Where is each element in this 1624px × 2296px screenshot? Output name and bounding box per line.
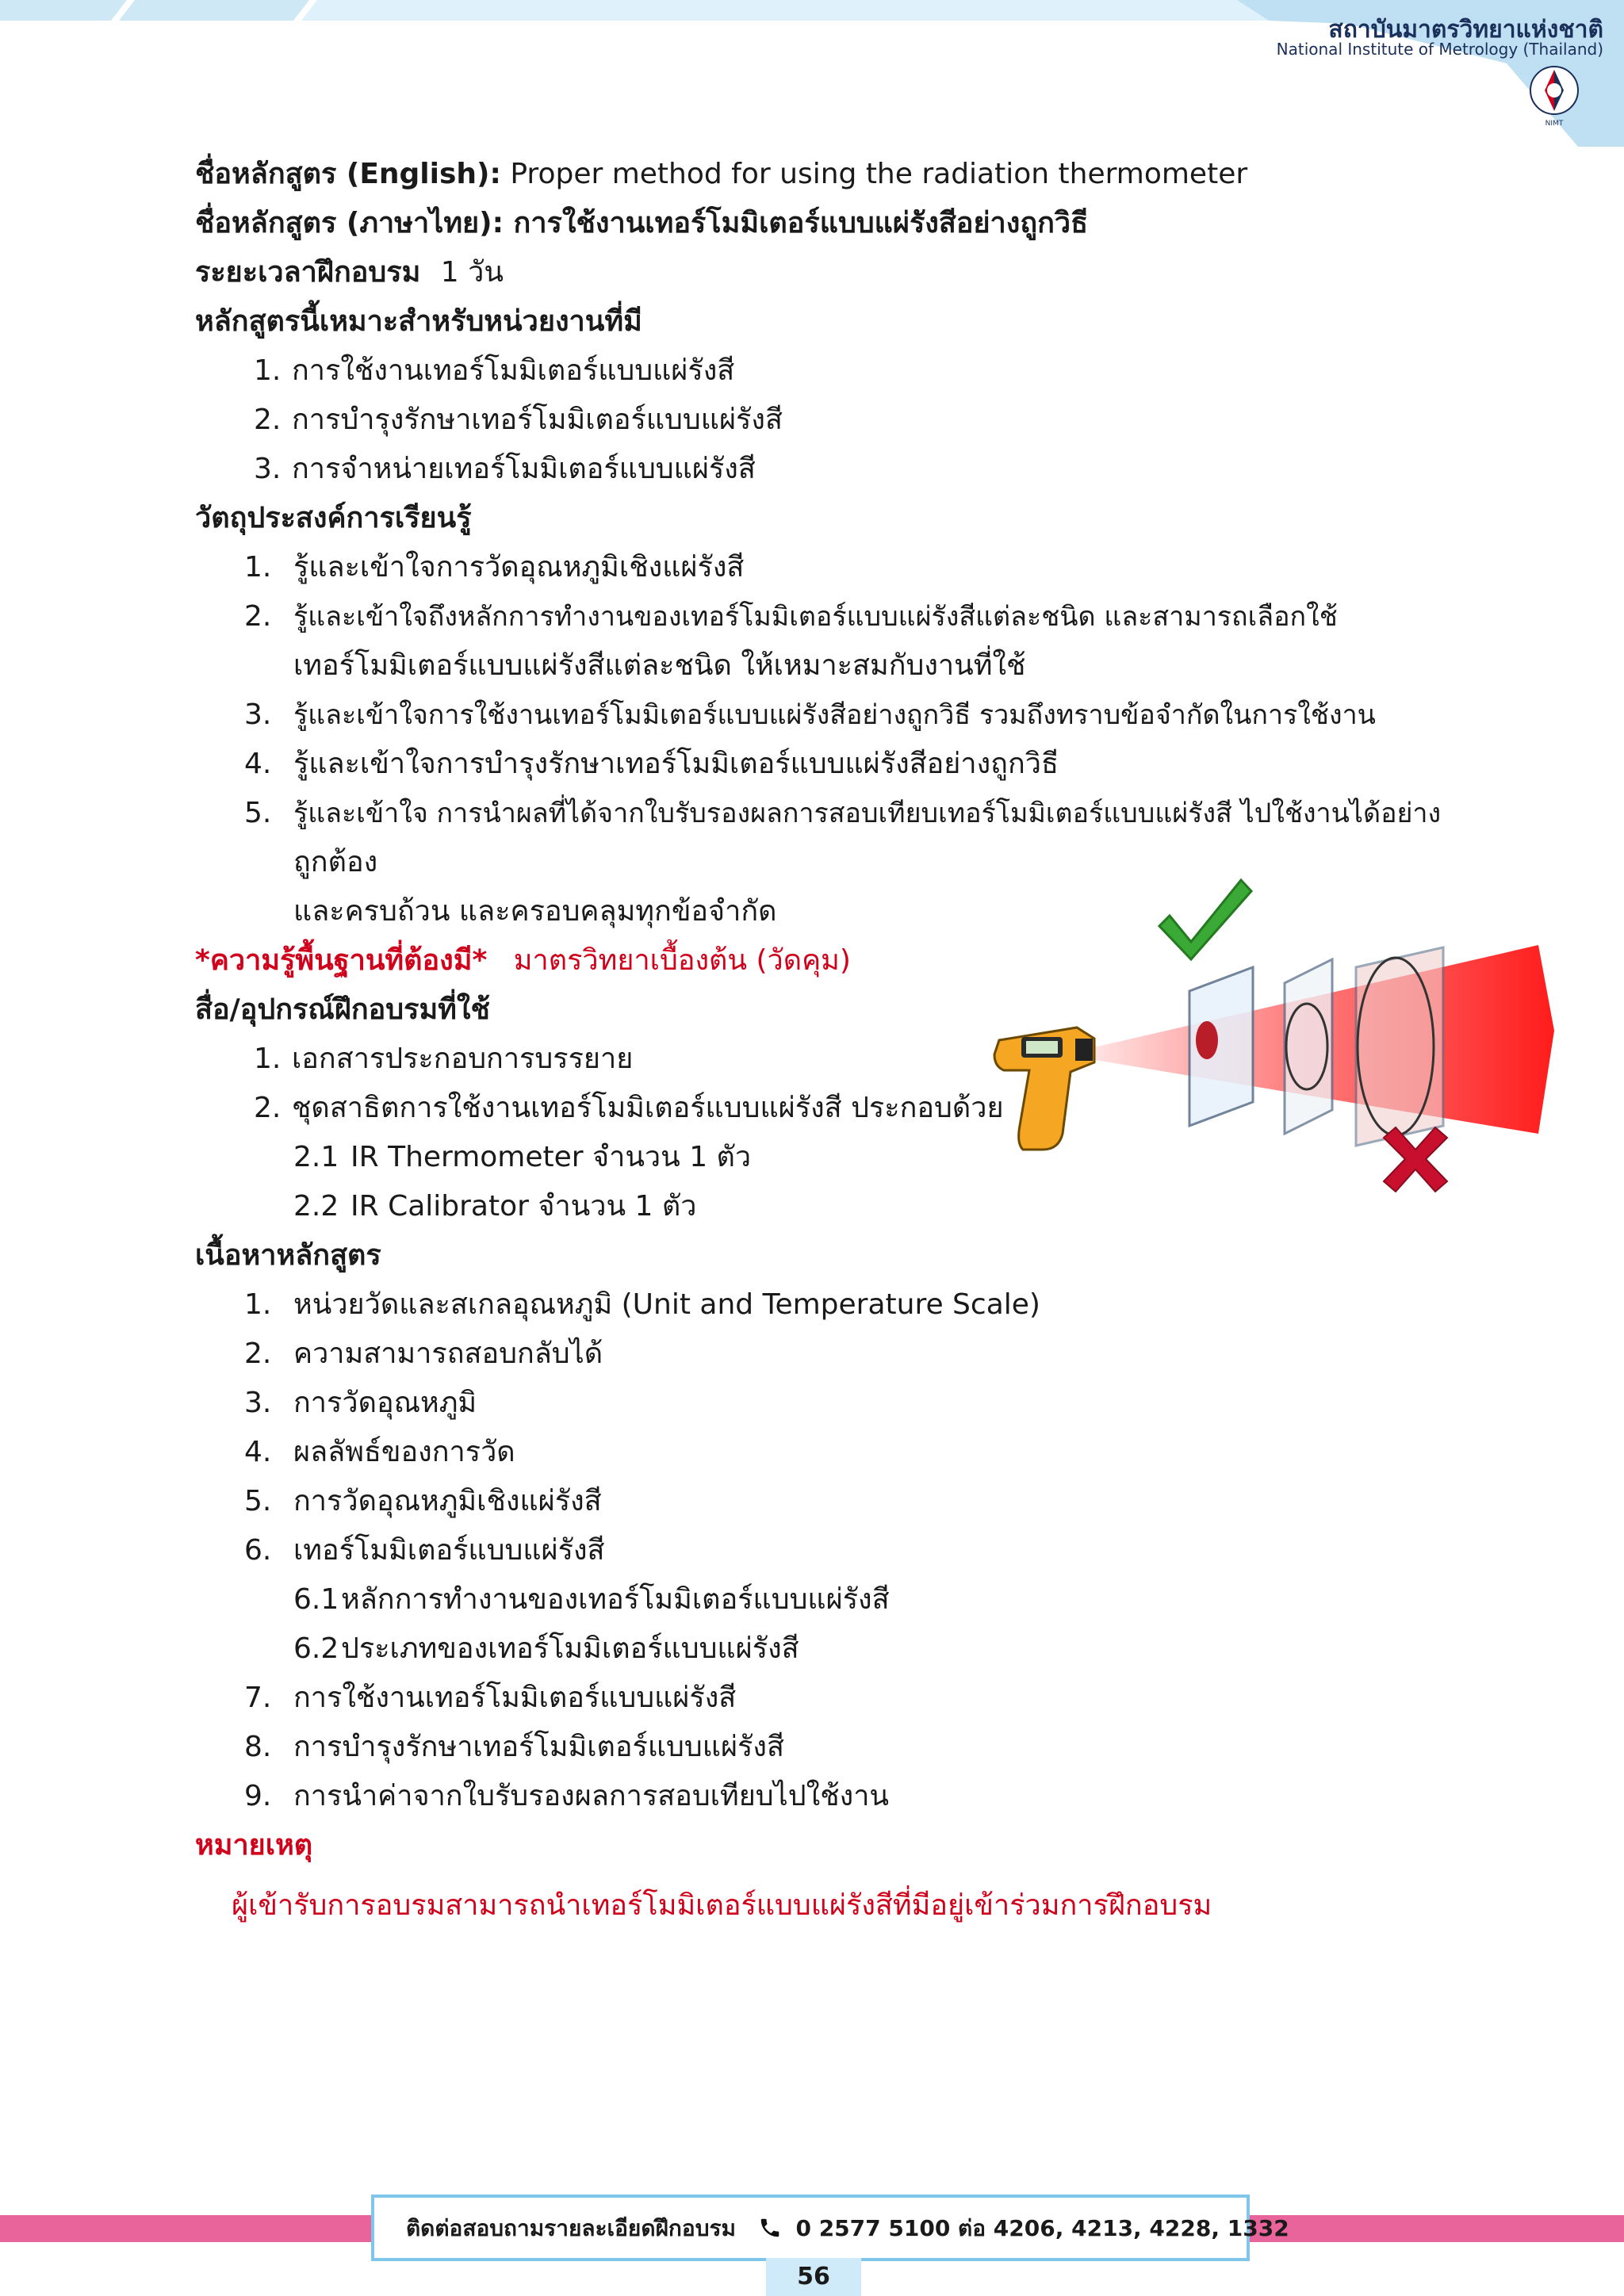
- org-name-english: National Institute of Metrology (Thailand): [1276, 40, 1603, 59]
- content-sub-num-2: 6.2: [293, 1632, 339, 1665]
- objective-item-5-continued: ถูกต้อง: [293, 846, 378, 878]
- material-num-2: 2.: [254, 1092, 282, 1124]
- logo-text: NIMT: [1545, 120, 1564, 127]
- content-num-7: 7.: [244, 1682, 272, 1714]
- nimt-logo: [1529, 63, 1580, 127]
- objective-item-2: รู้และเข้าใจถึงหลักการทำงานของเทอร์โมมิเตอร์แบบแผ่รังสีแต่ละชนิด และสามารถเลือกใช้: [293, 601, 1338, 633]
- course-name-thai-row: [195, 205, 1088, 243]
- page-number: 56: [797, 2263, 830, 2290]
- suitable-item-1: การใช้งานเทอร์โมมิเตอร์แบบแผ่รังสี: [292, 354, 735, 387]
- content-item-7: การใช้งานเทอร์โมมิเตอร์แบบแผ่รังสี: [293, 1682, 737, 1714]
- objective-num-1: 1.: [244, 551, 272, 584]
- course-name-thai: การใช้งานเทอร์โมมิเตอร์แบบแผ่รังสีอย่างถูกวิธี: [513, 207, 1089, 239]
- content-subitem-1: หลักการทำงานของเทอร์โมมิเตอร์แบบแผ่รังสี: [341, 1583, 890, 1616]
- material-subitem-1: IR Thermometer จำนวน 1 ตัว: [350, 1141, 752, 1173]
- content-subitem-2: ประเภทของเทอร์โมมิเตอร์แบบแผ่รังสี: [341, 1632, 799, 1665]
- objective-num-2: 2.: [244, 600, 272, 633]
- content-item-9: การนำค่าจากใบรับรองผลการสอบเทียบไปใช้งาน: [293, 1780, 890, 1812]
- prerequisite-row: [195, 942, 851, 980]
- red-cross-icon: [1384, 1127, 1447, 1192]
- phone-icon: [758, 2216, 782, 2240]
- content-item-3: การวัดอุณหภูมิ: [293, 1387, 477, 1419]
- material-sub-num-2: 2.2: [293, 1190, 339, 1223]
- content-heading: เนื้อหาหลักสูตร: [195, 1239, 381, 1272]
- content-item-8: การบำรุงรักษาเทอร์โมมิเตอร์แบบแผ่รังสี: [293, 1731, 784, 1763]
- objective-item-5: รู้และเข้าใจ การนำผลที่ได้จากใบรับรองผลการสอบเทียบเทอร์โมมิเตอร์แบบแผ่รังสี ไปใช้งานได้อย่าง: [293, 798, 1442, 829]
- prerequisite-value: มาตรวิทยาเบื้องต้น (วัดคุม): [513, 944, 851, 977]
- content-num-2: 2.: [244, 1337, 272, 1370]
- org-name-thai: สถาบันมาตรวิทยาแห่งชาติ: [1328, 16, 1603, 44]
- objective-item-4: รู้และเข้าใจการบำรุงรักษาเทอร์โมมิเตอร์แบบแผ่รังสีอย่างถูกวิธี: [293, 748, 1059, 780]
- material-num-1: 1.: [254, 1043, 282, 1075]
- suitable-item-2: การบำรุงรักษาเทอร์โมมิเตอร์แบบแผ่รังสี: [292, 404, 783, 436]
- ir-thermometer-icon: [994, 1027, 1094, 1150]
- contact-phone: 0 2577 5100 ต่อ 4206, 4213, 4228, 1332: [795, 2215, 1289, 2241]
- material-item-2: ชุดสาธิตการใช้งานเทอร์โมมิเตอร์แบบแผ่รังสี ประกอบด้วย: [292, 1092, 1004, 1124]
- objective-item-2-continued: เทอร์โมมิเตอร์แบบแผ่รังสีแต่ละชนิด ให้เหมาะสมกับงานที่ใช้: [293, 649, 1026, 682]
- course-name-english: Proper method for using the radiation thermometer: [510, 158, 1248, 190]
- objectives-heading: วัตถุประสงค์การเรียนรู้: [195, 502, 472, 534]
- ir-thermometer-illustration: [983, 872, 1570, 1229]
- course-name-english-row: [195, 155, 1247, 193]
- suitable-item-3: การจำหน่ายเทอร์โมมิเตอร์แบบแผ่รังสี: [292, 453, 756, 485]
- content-num-1: 1.: [244, 1288, 272, 1321]
- content-item-4: ผลลัพธ์ของการวัด: [293, 1436, 515, 1468]
- green-check-icon: [1159, 880, 1251, 959]
- suitable-num-2: 2.: [254, 404, 282, 436]
- content-item-2: ความสามารถสอบกลับได้: [293, 1337, 603, 1370]
- duration-row: [195, 254, 504, 292]
- suitable-num-3: 3.: [254, 453, 282, 485]
- suitable-heading: หลักสูตรนี้เหมาะสำหรับหน่วยงานที่มี: [195, 305, 642, 338]
- objective-num-4: 4.: [244, 748, 272, 780]
- objective-item-3: รู้และเข้าใจการใช้งานเทอร์โมมิเตอร์แบบแผ่รังสีอย่างถูกวิธี รวมถึงทราบข้อจำกัดในการใช้งาน: [293, 699, 1376, 731]
- objective-item-5-continued-2: และครบถ้วน และครอบคลุมทุกข้อจำกัด: [293, 895, 777, 928]
- material-item-1: เอกสารประกอบการบรรยาย: [292, 1043, 634, 1075]
- content-num-3: 3.: [244, 1387, 272, 1419]
- objective-num-3: 3.: [244, 698, 272, 731]
- content-num-9: 9.: [244, 1780, 272, 1812]
- suitable-num-1: 1.: [254, 354, 282, 387]
- content-item-5: การวัดอุณหภูมิเชิงแผ่รังสี: [293, 1485, 602, 1517]
- duration-label: ระยะเวลาฝึกอบรม: [195, 256, 421, 289]
- content-num-6: 6.: [244, 1534, 272, 1567]
- content-sub-num-1: 6.1: [293, 1583, 339, 1616]
- contact-label: ติดต่อสอบถามรายละเอียดฝึกอบรม: [406, 2215, 736, 2241]
- materials-heading: สื่อ/อุปกรณ์ฝึกอบรมที่ใช้: [195, 993, 490, 1026]
- contact-row: [406, 2211, 1289, 2246]
- note-text: ผู้เข้ารับการอบรมสามารถนำเทอร์โมมิเตอร์แบบแผ่รังสีที่มีอยู่เข้าร่วมการฝึกอบรม: [232, 1889, 1212, 1922]
- note-heading: หมายเหตุ: [195, 1829, 313, 1862]
- target-aperture-medium: [1285, 959, 1332, 1134]
- duration-value: 1 วัน: [440, 256, 504, 289]
- material-subitem-2: IR Calibrator จำนวน 1 ตัว: [350, 1190, 697, 1223]
- course-name-english-label: ชื่อหลักสูตร (English):: [195, 158, 501, 190]
- target-aperture-small: [1189, 967, 1253, 1126]
- prerequisite-label: *ความรู้พื้นฐานที่ต้องมี*: [195, 944, 488, 977]
- content-num-4: 4.: [244, 1436, 272, 1468]
- content-num-8: 8.: [244, 1731, 272, 1763]
- page-number-box: [766, 2258, 861, 2296]
- content-item-6: เทอร์โมมิเตอร์แบบแผ่รังสี: [293, 1534, 605, 1567]
- course-name-thai-label: ชื่อหลักสูตร (ภาษาไทย):: [195, 207, 504, 239]
- objective-num-5: 5.: [244, 797, 272, 829]
- target-aperture-large: [1356, 947, 1443, 1146]
- objective-item-1: รู้และเข้าใจการวัดอุณหภูมิเชิงแผ่รังสี: [293, 551, 745, 584]
- content-num-5: 5.: [244, 1485, 272, 1517]
- content-item-1: หน่วยวัดและสเกลอุณหภูมิ (Unit and Temperature Scale): [293, 1288, 1040, 1321]
- contact-box: [371, 2195, 1289, 2261]
- material-sub-num-1: 2.1: [293, 1141, 339, 1173]
